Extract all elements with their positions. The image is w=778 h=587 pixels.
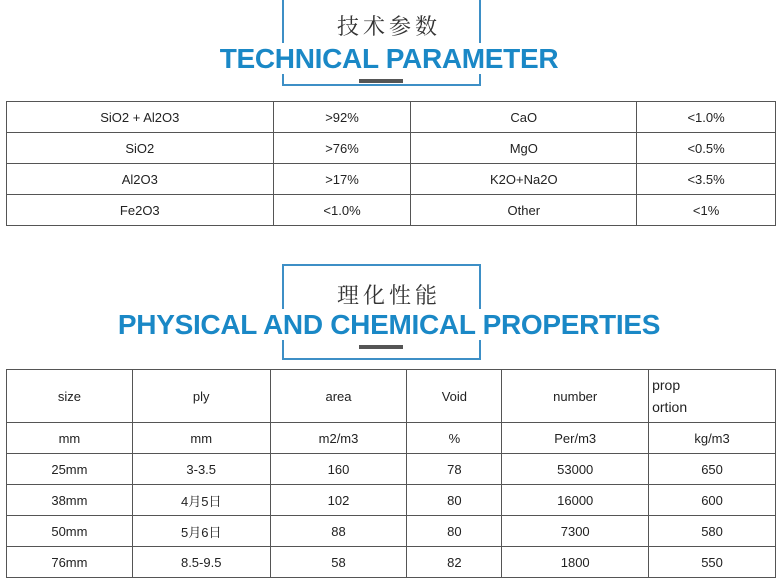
table-cell: 16000 — [502, 485, 649, 516]
table-cell: K2O+Na2O — [411, 164, 637, 195]
table-cell: 25mm — [7, 454, 133, 485]
table-cell: <0.5% — [637, 133, 776, 164]
table-header-row — [7, 370, 776, 423]
table-cell: 82 — [407, 547, 502, 578]
table-cell: <1% — [637, 195, 776, 226]
table-cell: 4月5日 — [132, 485, 270, 516]
technical-parameter-heading — [0, 0, 778, 90]
table-cell: 7300 — [502, 516, 649, 547]
table-cell: <3.5% — [637, 164, 776, 195]
table-cell: 600 — [649, 485, 776, 516]
table-row — [7, 454, 776, 485]
table-cell: SiO2 + Al2O3 — [7, 102, 274, 133]
table-cell: <1.0% — [273, 195, 411, 226]
table-cell: 80 — [407, 485, 502, 516]
table-cell: 5月6日 — [132, 516, 270, 547]
table-cell: SiO2 — [7, 133, 274, 164]
heading-underline-bar — [359, 79, 403, 83]
table-cell: 76mm — [7, 547, 133, 578]
table-row — [7, 164, 776, 195]
table-cell: 88 — [270, 516, 407, 547]
table-cell: 650 — [649, 454, 776, 485]
unit-cell: mm — [132, 423, 270, 454]
table-cell: 3-3.5 — [132, 454, 270, 485]
unit-cell: kg/m3 — [649, 423, 776, 454]
table-cell: >17% — [273, 164, 411, 195]
column-header: area — [270, 370, 407, 423]
heading-english-title: PHYSICAL AND CHEMICAL PROPERTIES — [0, 309, 778, 341]
column-header: Void — [407, 370, 502, 423]
table-row — [7, 133, 776, 164]
column-header: ply — [132, 370, 270, 423]
table-row — [7, 195, 776, 226]
table-row — [7, 547, 776, 578]
header-line: ortion — [652, 399, 688, 415]
table-cell: 38mm — [7, 485, 133, 516]
table-cell: MgO — [411, 133, 637, 164]
column-header-proportion — [649, 370, 776, 423]
table-cell: Other — [411, 195, 637, 226]
unit-cell: Per/m3 — [502, 423, 649, 454]
heading-english-title: TECHNICAL PARAMETER — [0, 43, 778, 75]
table-cell: Fe2O3 — [7, 195, 274, 226]
column-header: number — [502, 370, 649, 423]
physical-chemical-properties-table — [6, 369, 776, 578]
technical-parameter-table — [6, 101, 776, 226]
table-cell: <1.0% — [637, 102, 776, 133]
table-cell: 160 — [270, 454, 407, 485]
table-cell: Al2O3 — [7, 164, 274, 195]
table-cell: CaO — [411, 102, 637, 133]
table-cell: 53000 — [502, 454, 649, 485]
header-line: prop — [652, 377, 681, 393]
table-row — [7, 516, 776, 547]
unit-cell: m2/m3 — [270, 423, 407, 454]
table-cell: >76% — [273, 133, 411, 164]
heading-chinese-title: 技术参数 — [336, 15, 441, 40]
table-cell: 1800 — [502, 547, 649, 578]
table-cell: 550 — [649, 547, 776, 578]
heading-chinese-title: 理化性能 — [336, 284, 441, 309]
table-cell: 8.5-9.5 — [132, 547, 270, 578]
unit-cell: % — [407, 423, 502, 454]
table-cell: 580 — [649, 516, 776, 547]
table-row — [7, 102, 776, 133]
table-cell: 58 — [270, 547, 407, 578]
table-cell: 80 — [407, 516, 502, 547]
table-row — [7, 485, 776, 516]
table-cell: 50mm — [7, 516, 133, 547]
heading-underline-bar — [359, 345, 403, 349]
unit-cell: mm — [7, 423, 133, 454]
column-header: size — [7, 370, 133, 423]
table-units-row — [7, 423, 776, 454]
table-cell: >92% — [273, 102, 411, 133]
table-cell: 102 — [270, 485, 407, 516]
table-cell: 78 — [407, 454, 502, 485]
